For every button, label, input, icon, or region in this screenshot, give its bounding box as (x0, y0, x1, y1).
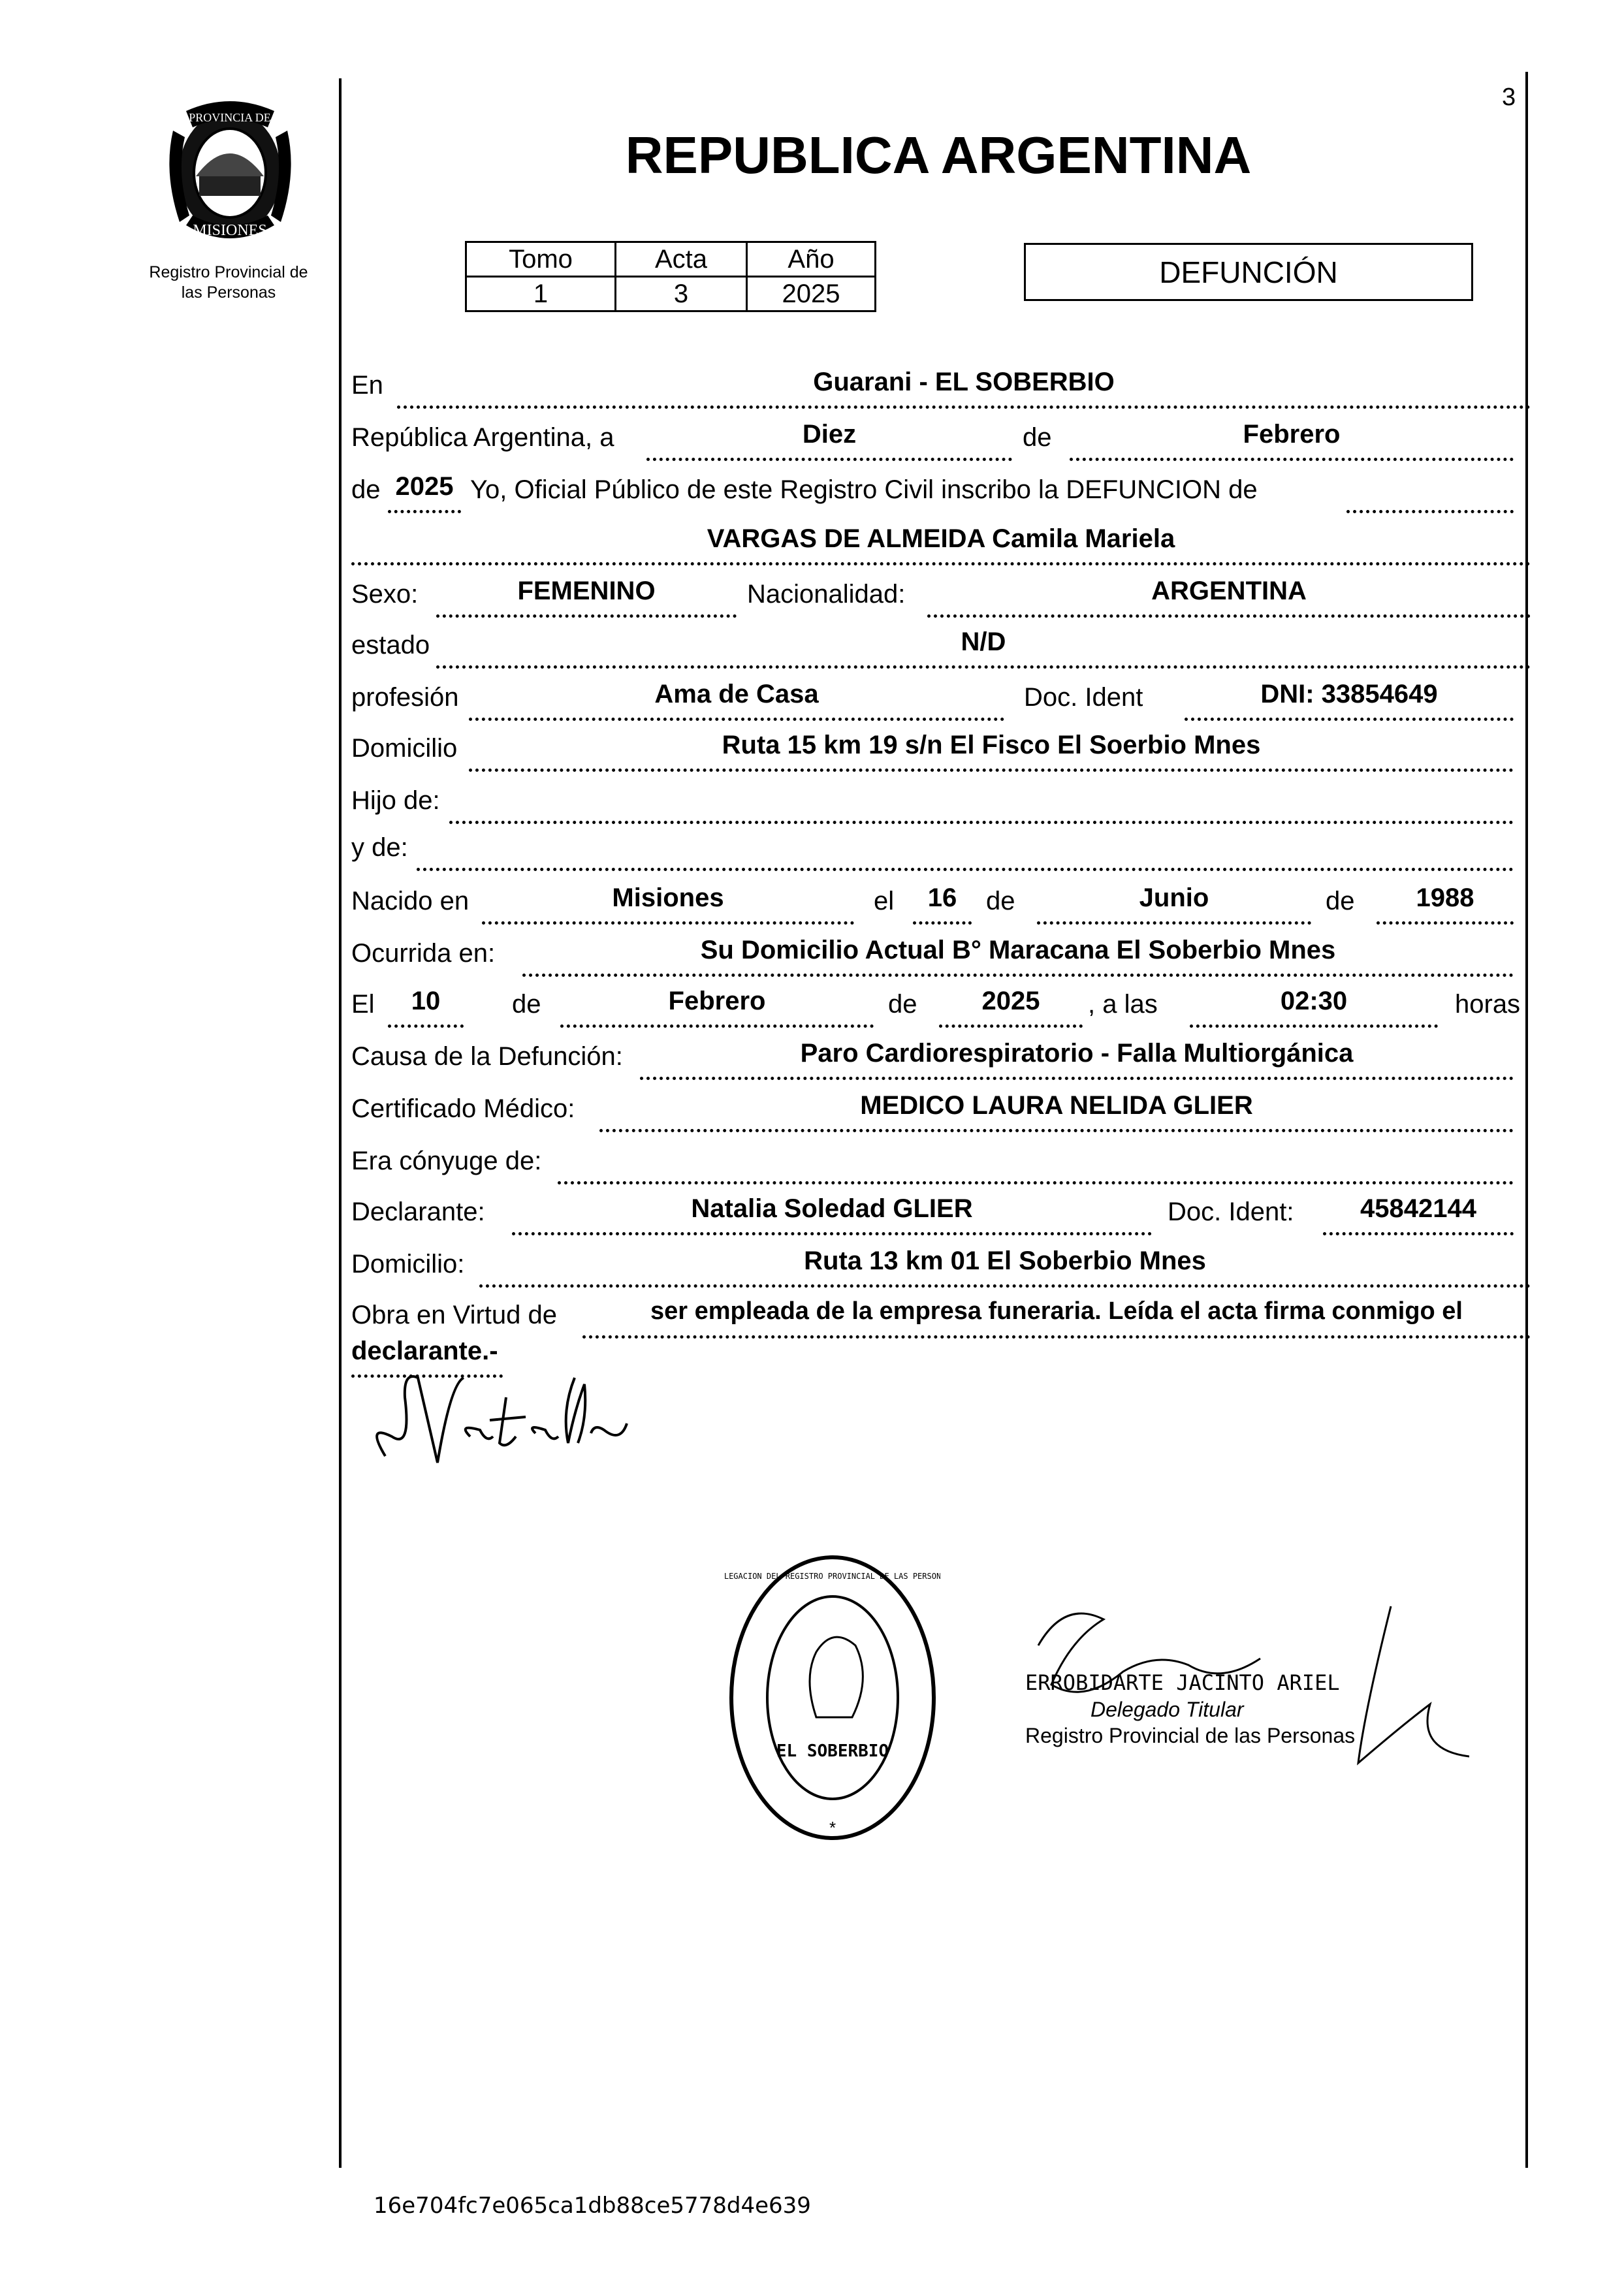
row-causa (351, 1037, 1533, 1083)
profesion-label: profesión (351, 683, 459, 712)
en-label: En (351, 371, 383, 400)
declarant-signature (366, 1358, 640, 1476)
provincial-seal (160, 91, 300, 251)
row-hijo (351, 781, 1533, 827)
causa-field: Paro Cardiorespiratorio - Falla Multiorgánica (640, 1039, 1514, 1080)
anio-value: 2025 (747, 277, 876, 311)
decl-domicilio-label: Domicilio: (351, 1250, 465, 1278)
dia-field: Diez (646, 420, 1012, 461)
row-nacido (351, 881, 1533, 927)
domicilio-field: Ruta 15 km 19 s/n El Fisco El Soerbio Mnes (469, 731, 1514, 772)
nacido-field: Misiones (482, 883, 854, 925)
el2-label: El (351, 990, 375, 1019)
nacionalidad-label: Nacionalidad: (747, 580, 906, 609)
official-signature-block (1025, 1593, 1469, 1789)
nac-de2-label: de (1326, 887, 1355, 915)
nacionalidad-field: ARGENTINA (927, 577, 1531, 618)
row-nombre (351, 522, 1533, 568)
document-type-box: DEFUNCIÓN (1024, 243, 1473, 301)
def-de-label: de (512, 990, 541, 1019)
sexo-field: FEMENINO (436, 577, 737, 618)
declarante-field: Natalia Soledad GLIER (512, 1194, 1152, 1235)
republica-label: República Argentina, a (351, 423, 614, 452)
row-conyuge (351, 1141, 1533, 1187)
left-margin-line (339, 78, 342, 2168)
row-domicilio (351, 729, 1533, 774)
ocurrida-field: Su Domicilio Actual B° Maracana El Soberbio Mnes (522, 936, 1514, 977)
nac-de-label: de (986, 887, 1015, 915)
svg-text:*: * (829, 1818, 836, 1837)
registry-label-line2: las Personas (181, 283, 276, 302)
acta-reference-table (465, 241, 876, 312)
official-stamp (725, 1541, 940, 1848)
page-number: 3 (1502, 84, 1516, 111)
hora-field: 02:30 (1190, 987, 1438, 1028)
el-label: el (874, 887, 895, 915)
row-declarante (351, 1192, 1533, 1238)
ocurrida-label: Ocurrida en: (351, 939, 496, 968)
row-certificado (351, 1089, 1533, 1135)
seal-bottom-text: MISIONES (193, 222, 267, 239)
def-dia-field: 10 (388, 987, 464, 1028)
official-role: Delegado Titular (1091, 1698, 1244, 1721)
domicilio-label: Domicilio (351, 734, 458, 763)
row-ocurrida (351, 934, 1533, 979)
seal-top-text: PROVINCIA DE (189, 111, 271, 124)
official-name: ERROBIDARTE JACINTO ARIEL (1025, 1670, 1340, 1695)
certificado-label: Certificado Médico: (351, 1094, 575, 1123)
document-hash: 16e704fc7e065ca1db88ce5778d4e639 (374, 2193, 811, 2219)
certificado-field: MEDICO LAURA NELIDA GLIER (599, 1091, 1514, 1132)
hijo-field (449, 783, 1514, 824)
acta-header: Acta (616, 242, 747, 277)
profesion-field: Ama de Casa (469, 680, 1004, 721)
row-profesion (351, 678, 1533, 723)
causa-label: Causa de la Defunción: (351, 1042, 623, 1071)
row-estado (351, 626, 1533, 671)
official-office: Registro Provincial de las Personas (1025, 1724, 1356, 1747)
alas-label: , a las (1088, 990, 1158, 1019)
anio-header: Año (747, 242, 876, 277)
conyuge-field (558, 1143, 1514, 1184)
decl-doc-field: 45842144 (1323, 1194, 1514, 1235)
nac-anio-field: 1988 (1377, 883, 1514, 925)
yde-label: y de: (351, 833, 408, 862)
decl-domicilio-field: Ruta 13 km 01 El Soberbio Mnes (479, 1246, 1531, 1288)
stamp-center-text: EL SOBERBIO (776, 1741, 889, 1761)
row-sexo (351, 575, 1533, 620)
oficial-text: Yo, Oficial Público de este Registro Civil inscribo la DEFUNCION de (470, 475, 1258, 504)
doc-ident-label: Doc. Ident (1024, 683, 1143, 712)
nacido-label: Nacido en (351, 887, 470, 915)
row-decl-domicilio (351, 1245, 1533, 1290)
row-fecha (351, 418, 1533, 464)
row-fecha-defuncion (351, 985, 1533, 1030)
tomo-value: 1 (466, 277, 616, 311)
de2-label: de (351, 475, 381, 504)
obra-label: Obra en Virtud de (351, 1301, 558, 1329)
acta-value: 3 (616, 277, 747, 311)
decl-doc-label: Doc. Ident: (1168, 1198, 1294, 1226)
obra-field-line1: ser empleada de la empresa funeraria. Leída el acta firma conmigo el (582, 1297, 1531, 1339)
horas-label: horas (1455, 990, 1521, 1019)
nac-dia-field: 16 (913, 883, 972, 925)
def-de2-label: de (888, 990, 917, 1019)
row-yde (351, 828, 1533, 874)
obra-field-line2: declarante.- (351, 1337, 503, 1378)
doc-ident-field: DNI: 33854649 (1185, 680, 1514, 721)
hijo-label: Hijo de: (351, 786, 440, 815)
mes-field: Febrero (1070, 420, 1514, 461)
tomo-header: Tomo (466, 242, 616, 277)
row-oficial (351, 470, 1533, 516)
nombre-field: VARGAS DE ALMEIDA Camila Mariela (351, 524, 1531, 565)
estado-label: estado (351, 631, 430, 659)
de-label: de (1023, 423, 1052, 452)
anio-field: 2025 (388, 472, 461, 513)
en-field: Guarani - EL SOBERBIO (397, 368, 1531, 409)
yde-field (417, 830, 1514, 871)
registry-label (118, 262, 340, 303)
estado-field: N/D (436, 627, 1531, 669)
def-anio-field: 2025 (939, 987, 1083, 1028)
row-en (351, 366, 1533, 411)
declarante-label: Declarante: (351, 1198, 485, 1226)
conyuge-label: Era cónyuge de: (351, 1147, 542, 1175)
sexo-label: Sexo: (351, 580, 419, 609)
def-mes-field: Febrero (560, 987, 874, 1028)
page-title: REPUBLICA ARGENTINA (625, 126, 1252, 184)
registry-label-line1: Registro Provincial de (149, 263, 308, 281)
nac-mes-field: Junio (1037, 883, 1311, 925)
stamp-ring-text: DELEGACION DEL REGISTRO PROVINCIAL DE LAS PERSONAS (725, 1572, 940, 1581)
oficial-trailing-field (1346, 472, 1514, 513)
